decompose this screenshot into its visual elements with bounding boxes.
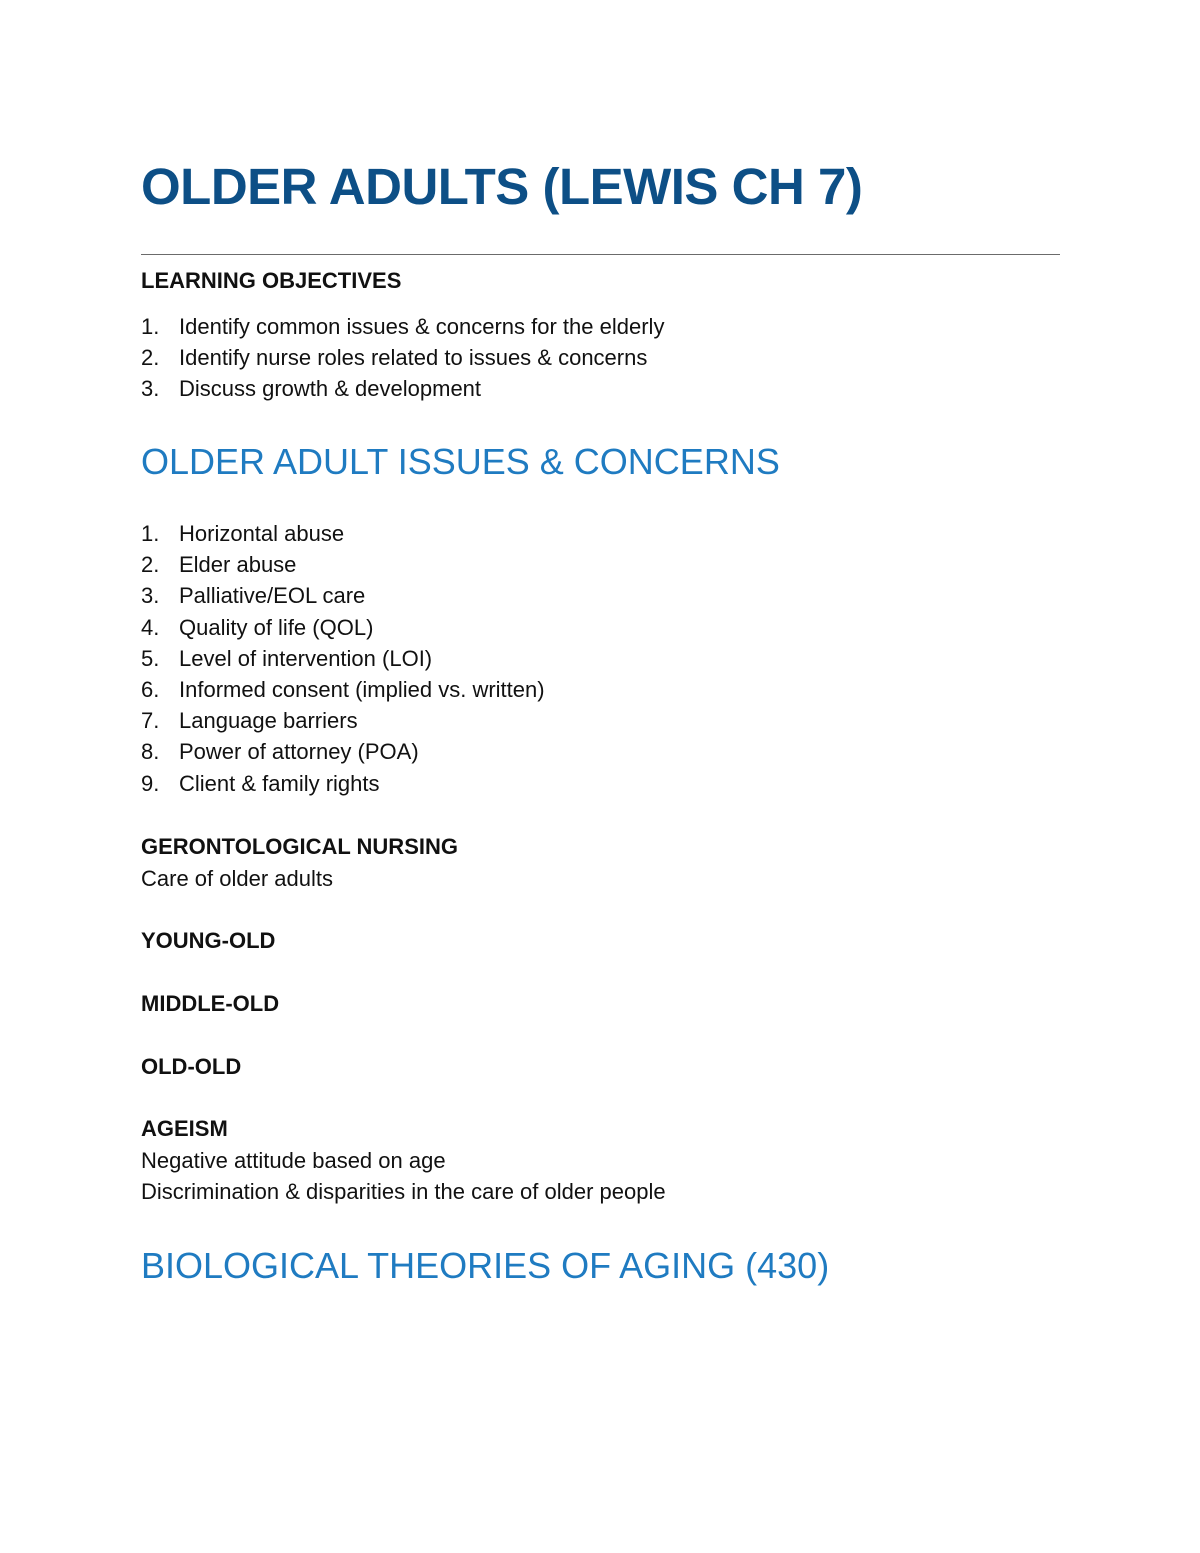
- ageism-heading: AGEISM: [141, 1116, 228, 1141]
- ageism-line-1: Negative attitude based on age: [141, 1148, 446, 1173]
- gerontological-nursing-heading: GERONTOLOGICAL NURSING: [141, 834, 458, 859]
- list-item: 5. Level of intervention (LOI): [141, 645, 433, 671]
- ageism-line-2: Discrimination & disparities in the care of older people: [141, 1179, 666, 1204]
- list-item: 7. Language barriers: [141, 708, 358, 734]
- list-item: 6. Informed consent (implied vs. written): [141, 676, 545, 702]
- learning-objectives-list: [141, 311, 664, 405]
- middle-old-heading: MIDDLE-OLD: [141, 991, 280, 1016]
- page-title: OLDER ADULTS (LEWIS CH 7): [141, 158, 863, 215]
- list-item: 8. Power of attorney (POA): [141, 739, 419, 765]
- list-item: 3. Palliative/EOL care: [141, 583, 366, 609]
- list-item: 3. Discuss growth & development: [141, 376, 482, 402]
- list-item: 1. Identify common issues & concerns for the elderly: [141, 314, 665, 339]
- title-divider: [141, 254, 1060, 255]
- biological-theories-heading: BIOLOGICAL THEORIES OF AGING (430): [141, 1245, 830, 1286]
- list-item: 4. Quality of life (QOL): [141, 614, 374, 640]
- learning-objectives-heading: LEARNING OBJECTIVES: [141, 268, 402, 293]
- list-item: 2. Identify nurse roles related to issues & concerns: [141, 345, 648, 371]
- old-old-heading: OLD-OLD: [141, 1054, 242, 1079]
- issues-section-heading: OLDER ADULT ISSUES & CONCERNS: [141, 441, 780, 482]
- gerontological-nursing-text: Care of older adults: [141, 866, 333, 891]
- issues-list: [141, 518, 545, 799]
- young-old-heading: YOUNG-OLD: [141, 928, 276, 953]
- list-item: 1. Horizontal abuse: [141, 521, 345, 546]
- list-item: 2. Elder abuse: [141, 552, 297, 578]
- list-item: 9. Client & family rights: [141, 770, 380, 796]
